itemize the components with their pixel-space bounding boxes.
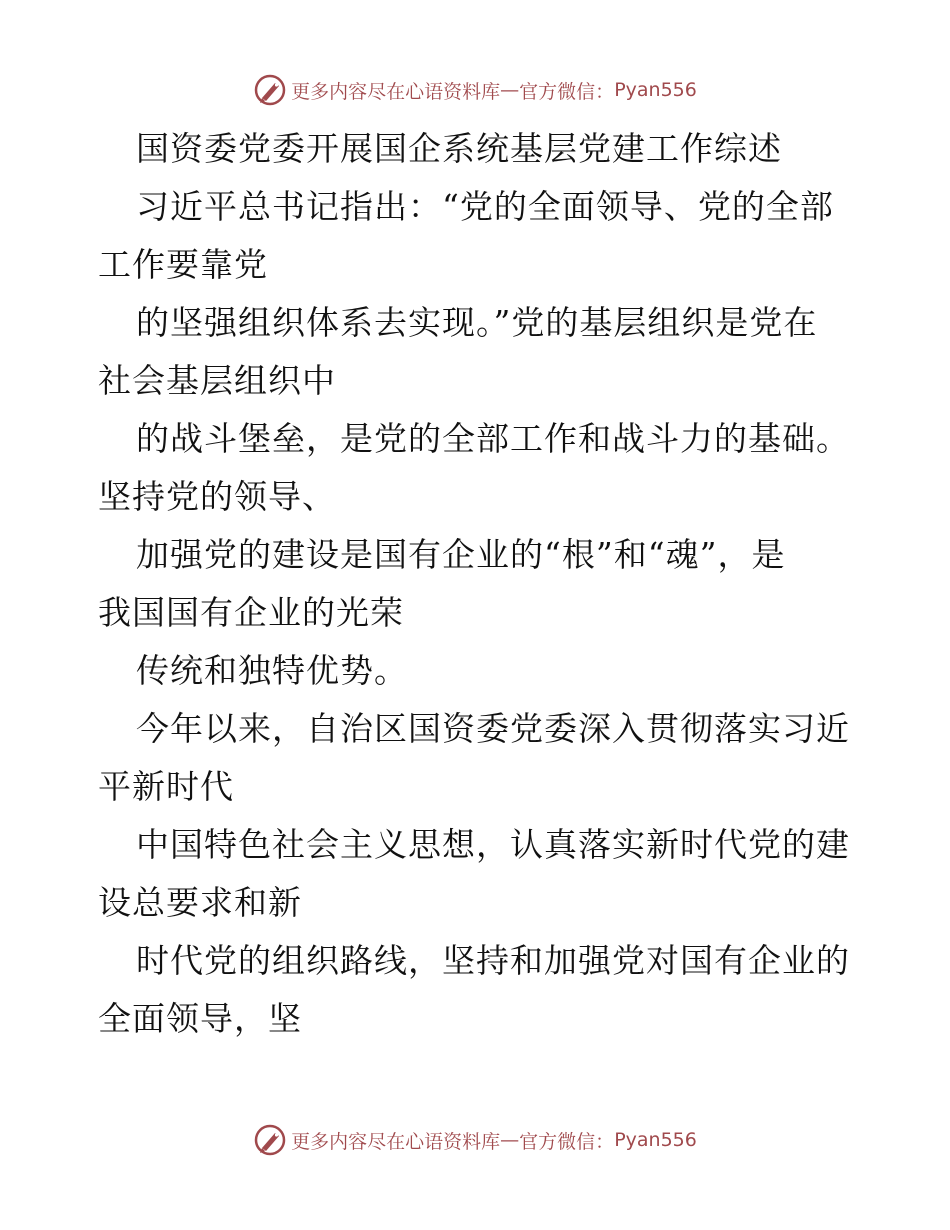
text-line: 坚持党的领导、 (98, 477, 336, 516)
text-line: 工作要靠党 (98, 245, 268, 284)
page-footer-watermark (0, 1120, 950, 1160)
text-line: 时代党的组织路线，坚持和加强党对国有企业的 (136, 941, 850, 980)
text-line: 的战斗堡垒，是党的全部工作和战斗力的基础。 (136, 419, 850, 458)
watermark-wechat-id: Pyan556 (614, 79, 697, 101)
text-line: 中国特色社会主义思想，认真落实新时代党的建 (136, 825, 850, 864)
pen-nib-logo-icon (253, 1123, 287, 1157)
text-line: 我国国有企业的光荣 (98, 593, 404, 632)
watermark-separator: — (500, 79, 520, 101)
text-line: 的坚强组织体系去实现。”党的基层组织是党在 (136, 303, 818, 342)
watermark-wechat-id: Pyan556 (614, 1129, 697, 1151)
text-line: 传统和独特优势。 (136, 651, 408, 690)
watermark-wechat-label: 官方微信： (519, 80, 615, 103)
text-line: 国资委党委开展国企系统基层党建工作综述 (136, 129, 782, 168)
pen-nib-logo-icon (253, 73, 287, 107)
watermark-brand-text: 更多内容尽在心语资料库 (291, 1130, 501, 1153)
text-line: 平新时代 (98, 767, 234, 806)
page-header-watermark (0, 70, 950, 110)
text-line: 今年以来，自治区国资委党委深入贯彻落实习近 (136, 709, 850, 748)
document-body (98, 120, 858, 1048)
text-line: 全面领导，坚 (98, 999, 302, 1038)
watermark-separator: — (500, 1129, 520, 1151)
text-line: 习近平总书记指出：“党的全面领导、党的全部 (136, 187, 834, 226)
text-line: 设总要求和新 (98, 883, 302, 922)
text-line: 社会基层组织中 (98, 361, 336, 400)
text-line: 加强党的建设是国有企业的“根”和“魂”，是 (136, 535, 786, 574)
watermark-wechat-label: 官方微信： (519, 1130, 615, 1153)
watermark-brand-text: 更多内容尽在心语资料库 (291, 80, 501, 103)
